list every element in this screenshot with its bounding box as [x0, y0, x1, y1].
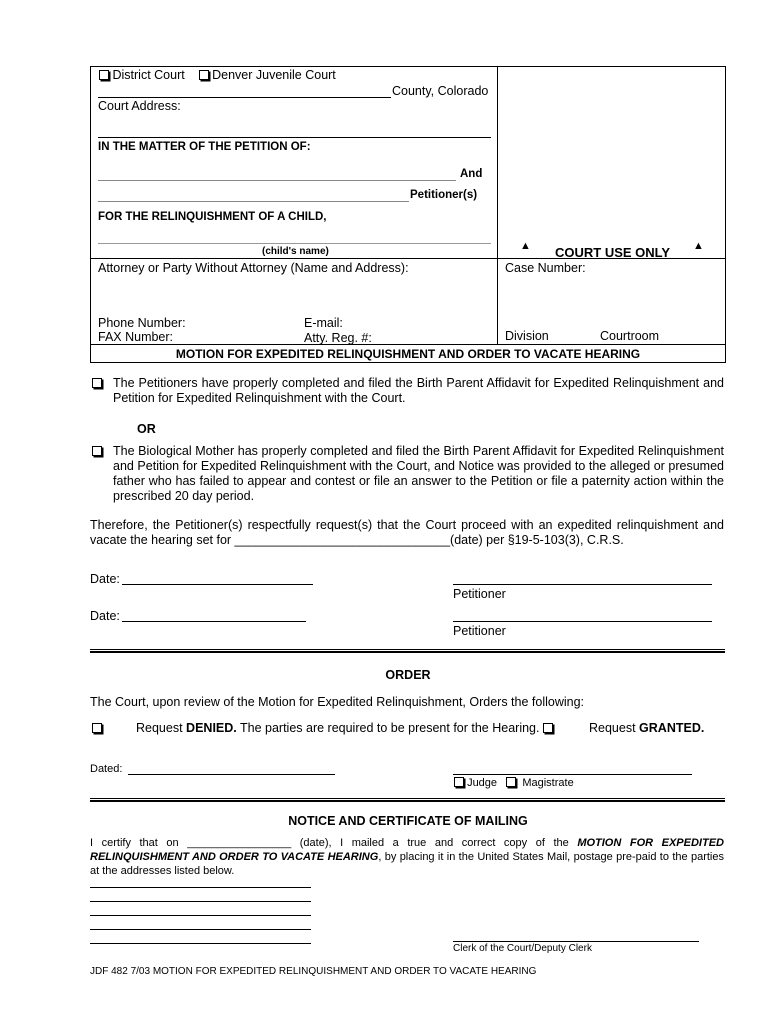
date-2-field[interactable]	[122, 621, 306, 622]
denied-label: DENIED.	[186, 721, 237, 735]
petitioner-1-signature[interactable]	[453, 584, 712, 585]
courtroom-label: Courtroom	[600, 329, 660, 343]
denied-checkbox-wrap	[92, 721, 102, 735]
petitioner-2-signature[interactable]	[453, 621, 712, 622]
option-2-checkbox[interactable]	[92, 446, 102, 456]
denver-juvenile-label: Denver Juvenile Court	[212, 68, 336, 82]
date-1-field[interactable]	[122, 584, 313, 585]
court-type-row	[99, 68, 336, 82]
option-2-checkbox-wrap	[92, 444, 102, 458]
granted-text	[589, 721, 704, 735]
section-divider	[90, 798, 725, 799]
clerk-label: Clerk of the Court/Deputy Clerk	[453, 943, 592, 954]
option-1-checkbox-wrap	[92, 376, 102, 390]
fax-label: FAX Number:	[98, 330, 174, 344]
notice-text	[90, 836, 724, 878]
petitioner-1-label: Petitioner	[453, 587, 506, 601]
notice-text-a: I certify that on _________________ (date), I mailed a true and correct copy of the	[90, 837, 578, 849]
court-address-field[interactable]	[98, 137, 491, 138]
address-line[interactable]	[90, 915, 311, 916]
denver-juvenile-checkbox[interactable]	[199, 70, 209, 80]
email-label: E-mail:	[304, 316, 343, 330]
magistrate-checkbox[interactable]	[506, 777, 516, 787]
county-field[interactable]	[98, 97, 391, 98]
section-divider	[90, 649, 725, 650]
granted-label: GRANTED.	[639, 721, 705, 735]
for-relinquishment-label: FOR THE RELINQUISHMENT OF A CHILD,	[98, 211, 327, 223]
atty-reg-label: Atty. Reg. #:	[304, 331, 372, 345]
option-1-text: The Petitioners have properly completed and filed the Birth Parent Affidavit for Expedited Relinquishment and Petition for Expedited Relinquishment with the Court.	[113, 376, 724, 405]
court-address-label: Court Address:	[98, 99, 181, 113]
district-court-label: District Court	[112, 68, 185, 82]
court-use-only-label: COURT USE ONLY	[555, 245, 671, 260]
judge-checkbox[interactable]	[454, 777, 464, 787]
caption-rule	[90, 344, 726, 345]
order-heading: ORDER	[385, 668, 431, 682]
in-the-matter-label: IN THE MATTER OF THE PETITION OF:	[98, 141, 311, 153]
petitioner-1-field[interactable]	[98, 180, 456, 181]
option-1-checkbox[interactable]	[92, 378, 102, 388]
magistrate-label: Magistrate	[522, 777, 574, 789]
district-court-checkbox[interactable]	[99, 70, 109, 80]
case-number-label: Case Number:	[505, 261, 586, 275]
arrow-up-icon: ▲	[693, 240, 704, 252]
option-2-text: The Biological Mother has properly completed and filed the Birth Parent Affidavit for Expedited Relinquishment and Petition for Expedited Relinquishment with the Court, and Notice was provided to the alleged or presumed father who has failed to appear and contest or file an answer to the Petition or file a paternity action within the prescribed 20 day period.	[113, 444, 724, 503]
division-label: Division	[505, 329, 549, 343]
attorney-label: Attorney or Party Without Attorney (Name and Address):	[98, 261, 409, 275]
address-line[interactable]	[90, 901, 311, 902]
caption-divider	[497, 66, 498, 344]
section-divider	[90, 800, 725, 802]
arrow-up-icon: ▲	[520, 240, 531, 252]
petitioners-label: Petitioner(s)	[410, 189, 478, 201]
document-title: MOTION FOR EXPEDITED RELINQUISHMENT AND ORDER TO VACATE HEARING	[175, 347, 641, 361]
denied-text	[136, 721, 553, 735]
date-2-label: Date:	[90, 609, 120, 623]
clerk-signature[interactable]	[453, 941, 699, 942]
judge-label: Judge	[467, 777, 498, 789]
notice-text-c: , by placing it in the United States Mail, postage pre-paid to the parties at the addresses listed below.	[90, 851, 724, 877]
section-divider	[90, 651, 725, 653]
child-name-field[interactable]	[98, 243, 491, 244]
judge-signature[interactable]	[453, 774, 692, 775]
request-label: Request	[589, 721, 636, 735]
request-label: Request	[136, 721, 183, 735]
notice-heading: NOTICE AND CERTIFICATE OF MAILING	[288, 814, 528, 828]
judge-magistrate-row	[454, 777, 574, 789]
notice-doc-title: MOTION FOR EXPEDITED RELINQUISHMENT AND ORDER TO VACATE HEARING	[90, 837, 724, 863]
county-label: County, Colorado	[392, 84, 489, 98]
order-intro: The Court, upon review of the Motion for Expedited Relinquishment, Orders the following:	[90, 695, 585, 709]
footer-text: JDF 482 7/03 MOTION FOR EXPEDITED RELINQUISHMENT AND ORDER TO VACATE HEARING	[90, 966, 537, 977]
petitioner-2-label: Petitioner	[453, 624, 506, 638]
address-line[interactable]	[90, 887, 311, 888]
address-line[interactable]	[90, 943, 311, 944]
granted-checkbox[interactable]	[543, 723, 553, 733]
address-line[interactable]	[90, 929, 311, 930]
or-label: OR	[137, 422, 156, 436]
petitioner-2-field[interactable]	[98, 201, 409, 202]
dated-label: Dated:	[90, 763, 123, 775]
and-label: And	[460, 168, 483, 180]
denied-checkbox[interactable]	[92, 723, 102, 733]
child-name-label: (child's name)	[262, 246, 329, 257]
dated-field[interactable]	[128, 774, 335, 775]
date-1-label: Date:	[90, 572, 120, 586]
therefore-text: Therefore, the Petitioner(s) respectfully request(s) that the Court proceed with an expedited relinquishment and vacate the hearing set for _______________________________(date) per §19-5-103(3), C.R.S.	[90, 518, 724, 547]
denied-rest-label: The parties are required to be present for the Hearing.	[240, 721, 540, 735]
phone-label: Phone Number:	[98, 316, 186, 330]
